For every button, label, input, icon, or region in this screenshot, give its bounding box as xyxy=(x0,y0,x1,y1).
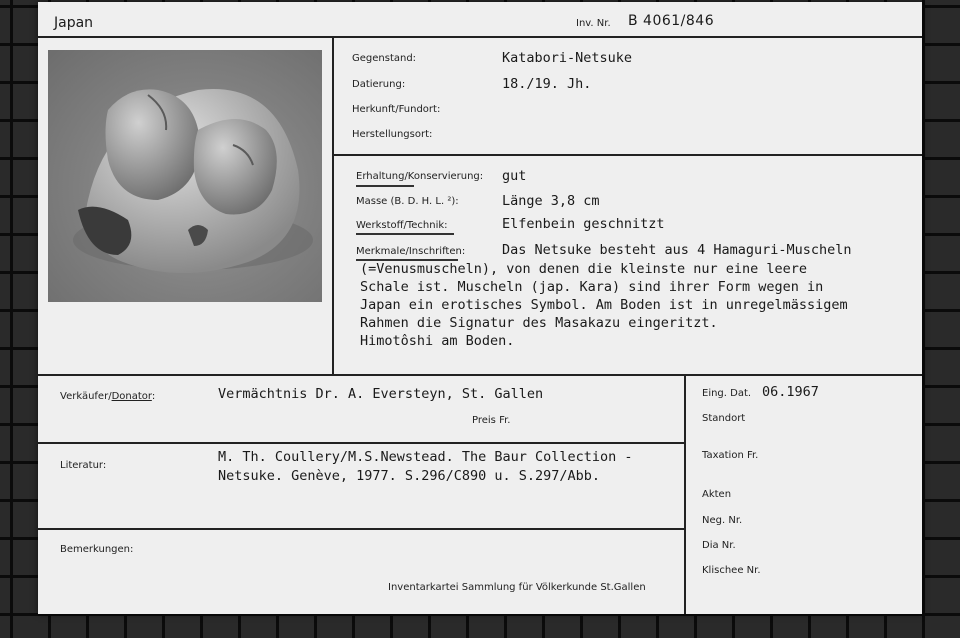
verkaeufer-label-1: Verkäufer/ xyxy=(60,391,112,402)
klischee-nr-label: Klischee Nr. xyxy=(702,565,761,576)
verkaeufer-value: Vermächtnis Dr. A. Eversteyn, St. Gallen xyxy=(218,386,544,402)
preis-label: Preis Fr. xyxy=(472,415,511,426)
inv-label: Inv. Nr. xyxy=(576,18,611,29)
neg-nr-label: Neg. Nr. xyxy=(702,515,743,526)
erhaltung-label: Erhaltung/Konservierung: xyxy=(356,171,484,182)
divider-side xyxy=(684,374,686,614)
netsuke-image xyxy=(48,50,322,302)
verkaeufer-label-2: Donator xyxy=(111,391,152,402)
merkmale-line: Rahmen die Signatur des Masakazu eingeritzt. xyxy=(360,315,718,331)
gegenstand-label: Gegenstand: xyxy=(352,53,417,64)
erhaltung-underline xyxy=(356,185,414,187)
divider-header xyxy=(38,36,922,38)
erhaltung-value: gut xyxy=(502,168,527,184)
herstellungsort-label: Herstellungsort: xyxy=(352,129,433,140)
merkmale-label: Merkmale/Inschriften: xyxy=(356,246,466,257)
eing-dat-value: 06.1967 xyxy=(762,384,819,400)
literatur-label: Literatur: xyxy=(60,460,107,471)
divider-acquisition xyxy=(38,374,922,376)
herkunft-label: Herkunft/Fundort: xyxy=(352,104,441,115)
dia-nr-label: Dia Nr. xyxy=(702,540,736,551)
werkstoff-value: Elfenbein geschnitzt xyxy=(502,216,665,232)
bemerkungen-label: Bemerkungen: xyxy=(60,544,134,555)
verkaeufer-label xyxy=(60,391,155,402)
werkstoff-label: Werkstoff/Technik: xyxy=(356,220,448,231)
literatur-line: Netsuke. Genève, 1977. S.296/C890 u. S.297/Abb. xyxy=(218,468,601,484)
merkmale-line: Himotôshi am Boden. xyxy=(360,333,515,349)
standort-label: Standort xyxy=(702,413,746,424)
gegenstand-value: Katabori-Netsuke xyxy=(502,50,633,66)
country: Japan xyxy=(54,15,94,31)
inv-value: B 4061/846 xyxy=(628,13,715,29)
datierung-value: 18./19. Jh. xyxy=(502,76,592,92)
divider-photo xyxy=(332,36,334,374)
akten-label: Akten xyxy=(702,489,732,500)
merkmale-line: (=Venusmuscheln), von denen die kleinste nur eine leere xyxy=(360,261,808,277)
divider-literature xyxy=(38,442,686,444)
merkmale-line: Japan ein erotisches Symbol. Am Boden ist in unregelmässigem xyxy=(360,297,848,313)
masse-value: Länge 3,8 cm xyxy=(502,193,600,209)
merkmale-line: Das Netsuke besteht aus 4 Hamaguri-Muscheln xyxy=(502,242,852,258)
masse-label: Masse (B. D. H. L. ²): xyxy=(356,196,459,207)
literatur-line: M. Th. Coullery/M.S.Newstead. The Baur Collection - xyxy=(218,449,633,465)
catalog-card xyxy=(38,2,922,614)
divider-details xyxy=(332,154,922,156)
werkstoff-underline xyxy=(356,233,454,235)
card-footer: Inventarkartei Sammlung für Völkerkunde St.Gallen xyxy=(388,582,646,593)
merkmale-line: Schale ist. Muscheln (jap. Kara) sind ihrer Form wegen in xyxy=(360,279,824,295)
datierung-label: Datierung: xyxy=(352,79,406,90)
taxation-label: Taxation Fr. xyxy=(702,450,759,461)
object-photo xyxy=(48,50,322,302)
divider-remarks xyxy=(38,528,686,530)
eing-dat-label: Eing. Dat. xyxy=(702,388,752,399)
verkaeufer-colon: : xyxy=(151,391,156,402)
